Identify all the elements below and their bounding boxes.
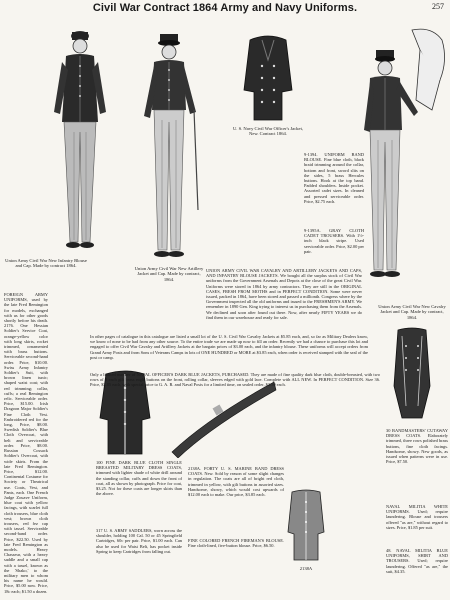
infantry-soldier-illustration <box>52 22 108 252</box>
navy-blue-frock-text: 100 FINE DARK BLUE CLOTH SINGLE BREASTED MILITARY DRESS COATS, trimmed with lighter shade of white drill around the standing collar, cuffs and down the front of coat, all as shown by photograph. Price for coat, $3.25. Not for these coats are longer skirts than the above. <box>96 460 182 497</box>
cartridge-belt-illustration <box>168 378 280 458</box>
naval-officer-text: Only a limited number of NAVAL OFFICER'S DARK BLUE JACKETS, PURCHASED. They are made of fine quality dark blue cloth, double-breasted, with two rows of 9 each gilt brass eagle buttons on the front, rolling collar, sleeves edged with gold lace. Complete with ALL NEW. In PERFECT CONDITION. Size 36. Price, $3.85 each, with special price to G. A. R. and Naval Posts for a limited time, on sealed order, $3.50 each. <box>90 372 380 388</box>
gray-cloth-text: 9-1395A. GRAY CLOTH CADET TROUSERS. With 1½-inch black stripe. Used serviceable order. Price, $2.00 per pair. <box>304 228 364 254</box>
marine-number-label: 2138A <box>299 566 313 571</box>
page-number: 257 <box>432 2 444 11</box>
naval-militia-blue-text: 48. NAVAL MILITIA BLUE UNIFORMS, SHIRT AND TROUSERS. Used; require laundering. Offered "as are," the suit, $4.35. <box>386 548 448 574</box>
page-header <box>0 2 450 18</box>
cavalry-soldier-illustration <box>362 20 450 300</box>
page-title: Civil War Contract 1864 Army and Navy Uniforms. <box>92 2 358 14</box>
uniform-band-text: 9-1394. UNIFORM BAND BLOUSE. Fine blue cloth, black braid trimming around the collar, bottom and front, sword slits on the sides, 5 brass Hercules buttons. Hook at the top band. Padded shoulders. Inside pocket. Assorted cadet sizes. In cleaned and pressed serviceable order. Price, $2.75 each. <box>304 152 364 204</box>
bandmaster-coat-illustration <box>392 326 432 422</box>
fireman-blouse-text: FINE COLORED FRENCH FIREMAN'S BLOUSE. Fine cloth-lined, five-button blouse. Price, $6.50. <box>188 538 284 549</box>
marine-band-text: 2138A. FORTY U. S. MARINE BAND DRESS COATS. New. Sold by reason of some slight changes in regulation. The coats are all of bright red cloth, trimmed in yellow, with gilt buttons in assorted sizes. Handsome, showy, which would cost upwards of $12.00 each to make. Our price, $3.85 each. <box>188 466 284 498</box>
foreign-uniforms-text: FOREIGN ARMY UNIFORMS, used by the late Fred Remington for models, exchanged with us for other goods shortly before his death. 2176. One Hessian Soldier's Service Coat, orange-yellow color with long skirts, rocket trimmed, ornamented with brass buttons. Serviceable second-hand order. Price, $10.00. Swiss Army Infantry Soldier's Suit, with brown linen tunic; shaped waist coat; with red trimming; collar, cuffs; a real Remington relic. Serviceable order. Price, $15.00. Irish Dragoon Major Soldier's Fine Cloth Vest. Embroidered red for the long, Price, $8.00. Swedish Soldier's Blue Cloth Overcoat, with belt and serviceable order. Price, $8.00. Russian Cossack Soldier's Overcoat, with wide skirts. From the late Fred Remington. Price, $12.00. Continental Costume for Society or Theatrical use. Coats, Vest, and Pants, each. One French Judge Zouave Uniform, blue coat with yellow facings, with scarlet full cloth trousers, blue cloth vest; brown cloth trousers, red fez cap with tassel. Serviceable second-hand order. Price, $22.50. Used by late Fred Remington as models. Heavy Chasseur, with a heavy saddle and a small cap with a tassel, known as the 'Shako,' to the military men to whom his name he would. Price, $5.00 now. Price, 18c each; $1.50 a dozen. <box>4 292 48 594</box>
cavalry-caption: Union Army Civil War New Cavalry Jacket and Cap. Made by contract, 1864. <box>378 304 446 320</box>
marine-coat-illustration <box>286 488 326 564</box>
cutaway-text: 30 BANDMASTERS' CUTAWAY DRESS COATS. Elaborately trimmed, three rows polished brass buttons, fine cloth facings. Handsome, showy. New goods, as issued when patterns were in use. Price, $7.50. <box>386 428 448 465</box>
naval-militia-text: NAVAL MILITIA WHITE UNIFORMS. Used; require laundering. Blouse and trousers offered "as are," without regard to sizes. Price, $1.85 per suit. <box>386 504 448 530</box>
union-cavalry-text: UNION ARMY CIVIL WAR CAVALRY AND ARTILLERY JACKETS AND CAPS, AND INFANTRY BLOUSE JACKETS. We bought all the surplus stock of Civil War uniforms from the Government Arsenals and Depots at the close of the great Civil War. Uniforms were stored in 1864 by army contractors. They are still in the ORIGINAL CASES, FRESH FROM MOTHS and in PERFECT CONDITION. Some were never issued, packed in 1864, have been stored and passed a millionth. Congress where by the Government inspected all the old uniforms and issued to the FRESHMEN'S ARMY. We remember in 1890 Gen. King trying to interest us in purchasing them from the Arsenals. We declined and soon after found out there. Now, after nearly FIFTY YEARS we do find them in our warehouse and ready for sale. <box>206 268 362 320</box>
navy-officer-jacket-illustration <box>238 30 298 124</box>
navy-officer-caption: U. S. Navy Civil War Officer's Jacket, New. Contract 1864. <box>232 126 304 137</box>
other-pages-text: In other pages of catalogue in this catalogue are listed a small lot of the U. S. Civil War Cavalry Jackets at $5.85 each, and, so far as Military Dealers know, we know of none to be had from any other source. To the entire trade we are made up now to fill an order. Recently we had a chance to purchase this lot and engaged to offer Civil War Cavalry and Artillery Jackets at the bargain prices of $3.00 each, and the infantry blouse. These uniforms will accept orders from Grand Army Posts and from Sons of Veterans Camps in lots of ONE HUNDRED or MORE at $3.85 each, when order is received stamped with the seal of the post or camp. <box>90 334 368 360</box>
infantry-caption: Union Army Civil War New Infantry Blouse and Cap. Made by contract 1864. <box>5 258 87 269</box>
artillery-soldier-illustration <box>140 30 200 270</box>
army-saddlers-text: 317 U. S. ARMY SADDLERS, worn across the shoulder, holding 100 Cal. 50 or 45 Springfield Cartridges, 60c per pair. Price, $1.00 each. Can also be used for Waist Belt, has pocket inside Spring to keep Cartridges from falling out. <box>96 528 182 554</box>
artillery-caption: Union Army Civil War New Artillery Jacket and Cap. Made by contract, 1864. <box>134 266 204 282</box>
